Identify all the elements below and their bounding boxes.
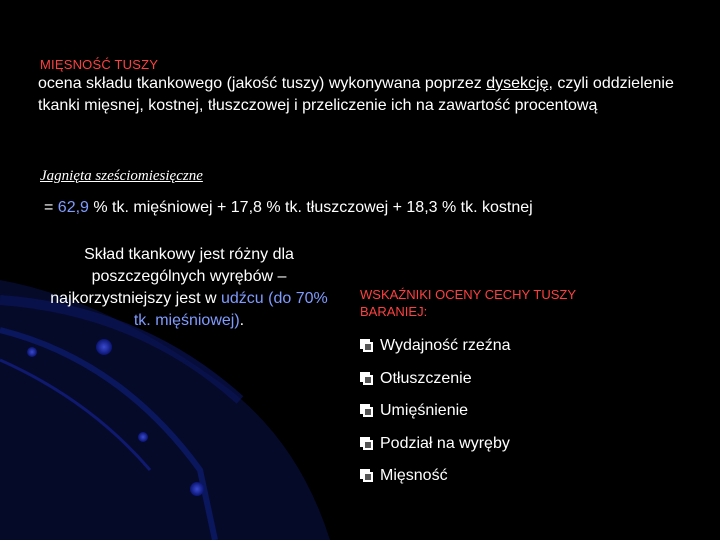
list-item xyxy=(360,363,511,396)
composition-rest: % tk. mięśniowej + 17,8 % tk. tłuszczowej + 18,3 % tk. kostnej xyxy=(88,199,533,216)
list-item xyxy=(360,428,511,461)
tissue-note-text: Skład tkankowy jest różny dla poszczególnych wyrębów – najkorzystniejszy jest w xyxy=(50,246,294,307)
checkbox-bullet-icon xyxy=(360,372,374,386)
indicator-label: Podział na wyręby xyxy=(380,434,510,452)
indicators-list xyxy=(360,330,511,493)
indicator-label: Wydajność rzeźna xyxy=(380,337,511,355)
definition-before: ocena składu tkankowego (jakość tuszy) wykonywana poprzez xyxy=(38,75,487,92)
list-item xyxy=(360,460,511,493)
decorative-dot xyxy=(27,347,37,357)
list-item xyxy=(360,330,511,363)
indicator-label: Mięsność xyxy=(380,467,448,485)
definition-text xyxy=(38,73,688,117)
muscle-value: 62,9 xyxy=(57,199,89,216)
checkbox-bullet-icon xyxy=(360,437,374,451)
slide-heading: MIĘSNOŚĆ TUSZY xyxy=(40,57,159,72)
lamb-label: Jagnięta sześciomiesięczne xyxy=(40,168,203,184)
tissue-note-end: . xyxy=(239,312,245,329)
decorative-dot xyxy=(190,482,204,496)
list-item xyxy=(360,395,511,428)
composition-line xyxy=(44,199,533,217)
definition-after: , czyli oddzielenie tkanki mięsnej, kostnej, tłuszczowej i przeliczenie ich na zawartość procentową xyxy=(38,75,674,114)
indicator-label: Otłuszczenie xyxy=(380,369,472,387)
composition-prefix: = xyxy=(44,199,58,216)
indicator-label: Umięśnienie xyxy=(380,402,469,420)
checkbox-bullet-icon xyxy=(360,404,374,418)
checkbox-bullet-icon xyxy=(360,469,374,483)
tissue-note-highlight: udźcu (do 70% tk. mięśniowej) xyxy=(133,290,328,329)
decorative-dot xyxy=(96,339,112,355)
decorative-dot xyxy=(138,432,148,442)
indicators-title: WSKAŹNIKI OCENY CECHY TUSZY BARANIEJ: xyxy=(360,287,576,319)
checkbox-bullet-icon xyxy=(360,339,374,353)
tissue-note xyxy=(48,244,330,332)
definition-underlined: dysekcję xyxy=(486,75,549,92)
